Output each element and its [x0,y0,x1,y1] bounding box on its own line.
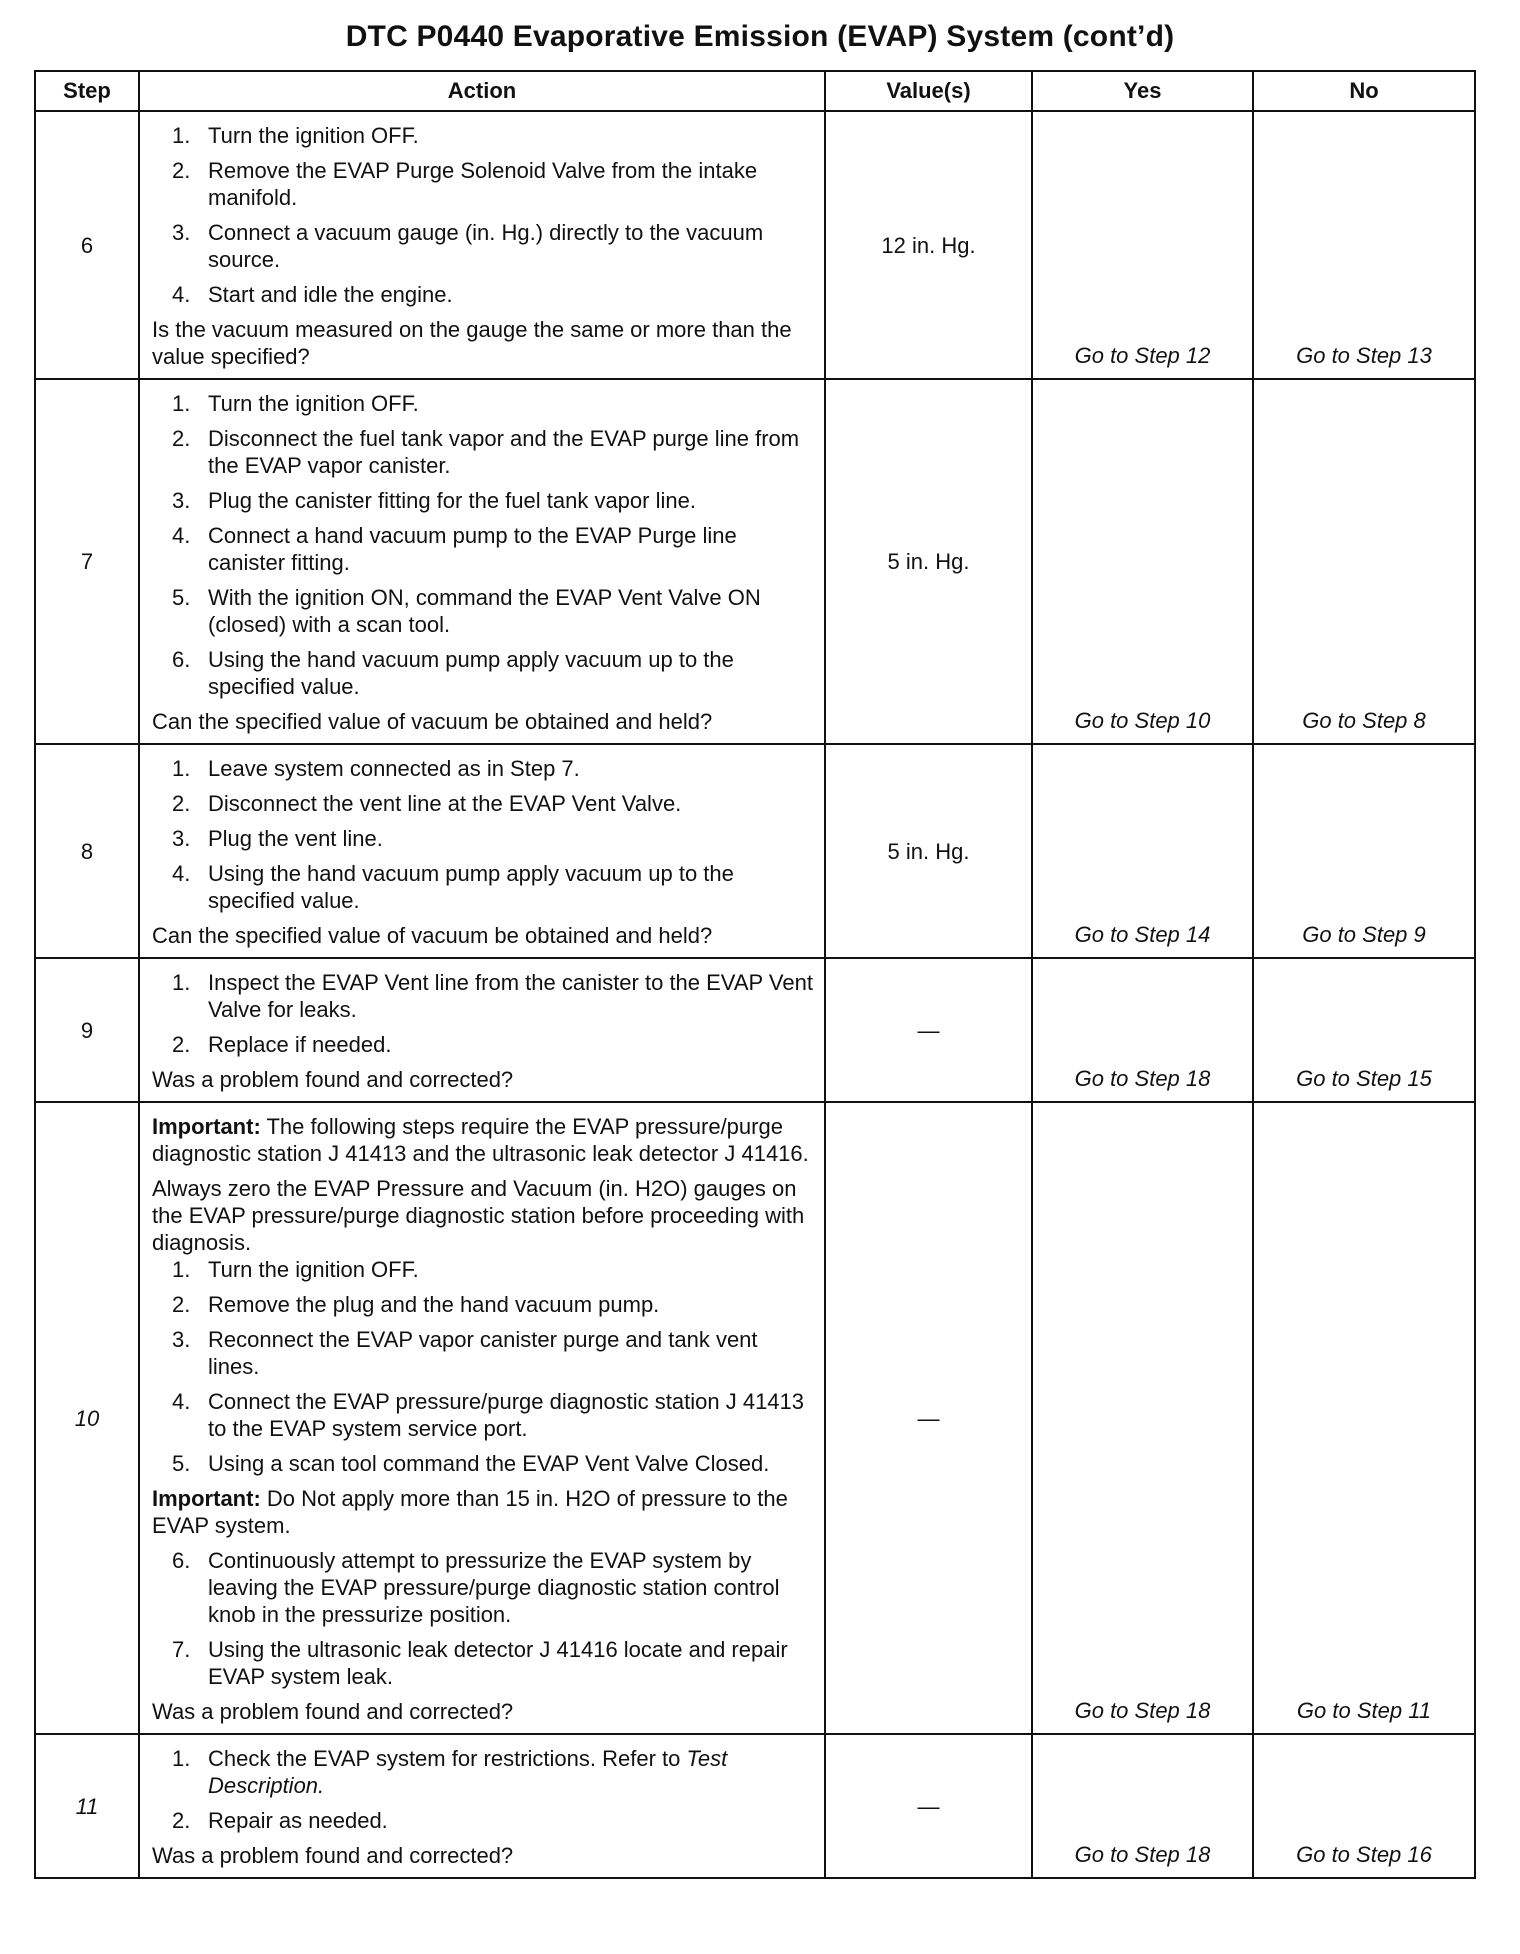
zero-gauges-note: Always zero the EVAP Pressure and Vacuum (in. H2O) gauges on the EVAP pressure/purge diagnostic station before proceeding with diagnosis. [152,1176,805,1255]
action-step [152,122,814,149]
yes-cell: Go to Step 18 [1032,958,1253,1102]
action-cell [139,379,825,744]
step-item-number: 1. [172,970,191,995]
table-row-step-8 [35,744,1475,958]
step-item-number: 5. [172,1451,191,1476]
action-step [152,584,814,638]
diagnostic-table [34,70,1476,1879]
action-step [152,522,814,576]
action-step [152,1291,814,1318]
action-question: Can the specified value of vacuum be obtained and held? [152,923,713,948]
action-cell [139,744,825,958]
step-item-text: Connect a vacuum gauge (in. Hg.) directly to the vacuum source. [208,220,764,272]
step-item-text: Turn the ignition OFF. [208,391,419,416]
header-values: Value(s) [825,71,1032,111]
table-row-step-9 [35,958,1475,1102]
action-step [152,969,814,1023]
step-item-text: Using a scan tool command the EVAP Vent Valve Closed. [208,1451,770,1476]
action-step [152,790,814,817]
step-item-text: Continuously attempt to pressurize the EVAP system by leaving the EVAP pressure/purge diagnostic station control knob in the pressurize position. [208,1548,780,1627]
action-steps [152,122,814,308]
step-item-number: 1. [172,123,191,148]
action-steps [152,969,814,1058]
step-item-text: Repair as needed. [208,1808,388,1833]
action-step [152,487,814,514]
step-item-number: 3. [172,826,191,851]
step-item-number: 5. [172,585,191,610]
step-item-number: 2. [172,1808,191,1833]
action-steps [152,1256,814,1477]
action-step [152,1547,814,1628]
step-number: 6 [35,111,139,379]
action-step [152,1031,814,1058]
step-item-text: Start and idle the engine. [208,282,453,307]
step-item-text: Using the hand vacuum pump apply vacuum up to the specified value. [208,647,734,699]
action-step [152,1326,814,1380]
no-cell: Go to Step 8 [1253,379,1475,744]
step-item-text: Using the ultrasonic leak detector J 41416 locate and repair EVAP system leak. [208,1637,788,1689]
action-cell [139,111,825,379]
action-cell [139,1102,825,1734]
step-item-number: 1. [172,1257,191,1282]
step-item-text: Plug the canister fitting for the fuel tank vapor line. [208,488,696,513]
table-row-step-6 [35,111,1475,379]
action-step [152,390,814,417]
step-item-text: Inspect the EVAP Vent line from the canister to the EVAP Vent Valve for leaks. [208,970,813,1022]
action-step [152,755,814,782]
no-cell: Go to Step 15 [1253,958,1475,1102]
step-item-text: Leave system connected as in Step 7. [208,756,580,781]
step-item-number: 2. [172,1292,191,1317]
value-cell: 12 in. Hg. [825,111,1032,379]
step-item-text: Disconnect the fuel tank vapor and the EVAP purge line from the EVAP vapor canister. [208,426,800,478]
important-label: Important: [152,1114,261,1139]
step-item-number: 6. [172,1548,191,1573]
action-question: Can the specified value of vacuum be obtained and held? [152,709,713,734]
important-note [152,1113,814,1167]
step-item-text: Replace if needed. [208,1032,392,1057]
step-item-text: Remove the EVAP Purge Solenoid Valve from the intake manifold. [208,158,758,210]
action-question: Was a problem found and corrected? [152,1843,514,1868]
action-steps [152,1547,814,1690]
action-step [152,425,814,479]
header-step: Step [35,71,139,111]
step-item-text: Using the hand vacuum pump apply vacuum up to the specified value. [208,861,734,913]
value-cell: 5 in. Hg. [825,744,1032,958]
step-item-text: Connect the EVAP pressure/purge diagnostic station J 41413 to the EVAP system service port. [208,1389,805,1441]
step-item-text: Check the EVAP system for restrictions. Refer to [208,1746,687,1771]
action-step [152,1388,814,1442]
value-cell: — [825,1102,1032,1734]
table-row-step-7 [35,379,1475,744]
value-cell: 5 in. Hg. [825,379,1032,744]
no-cell: Go to Step 13 [1253,111,1475,379]
header-row [35,71,1475,111]
action-question: Is the vacuum measured on the gauge the same or more than the value specified? [152,317,792,369]
step-item-number: 2. [172,1032,191,1057]
step-item-text: Turn the ignition OFF. [208,1257,419,1282]
table-row-step-11 [35,1734,1475,1878]
step-item-number: 3. [172,1327,191,1352]
step-item-number: 1. [172,1746,191,1771]
step-item-number: 4. [172,523,191,548]
important-label: Important: [152,1486,261,1511]
important-text: The following steps require the EVAP pressure/purge diagnostic station J 41413 and the ultrasonic leak detector J 41416. [152,1114,809,1166]
table-row-step-10 [35,1102,1475,1734]
header-no: No [1253,71,1475,111]
value-cell: — [825,1734,1032,1878]
header-action: Action [139,71,825,111]
step-item-text: Remove the plug and the hand vacuum pump. [208,1292,660,1317]
step-item-number: 2. [172,426,191,451]
step-item-number: 2. [172,158,191,183]
action-step [152,1256,814,1283]
action-step [152,1807,814,1834]
action-step [152,157,814,211]
action-steps [152,755,814,914]
action-cell [139,1734,825,1878]
step-item-number: 1. [172,756,191,781]
no-cell: Go to Step 16 [1253,1734,1475,1878]
action-step [152,860,814,914]
page-title: DTC P0440 Evaporative Emission (EVAP) System (cont’d) [345,20,1175,53]
step-item-number: 7. [172,1637,191,1662]
step-item-text: Connect a hand vacuum pump to the EVAP Purge line canister fitting. [208,523,737,575]
action-question: Was a problem found and corrected? [152,1067,514,1092]
yes-cell: Go to Step 10 [1032,379,1253,744]
step-item-number: 1. [172,391,191,416]
step-number: 9 [35,958,139,1102]
step-item-number: 4. [172,282,191,307]
value-cell: — [825,958,1032,1102]
step-item-number: 6. [172,647,191,672]
step-number: 7 [35,379,139,744]
important-text: Do Not apply more than 15 in. H2O of pressure to the EVAP system. [152,1486,788,1538]
step-item-number: 2. [172,791,191,816]
action-cell [139,958,825,1102]
yes-cell: Go to Step 14 [1032,744,1253,958]
action-step [152,281,814,308]
important-note [152,1485,814,1539]
step-item-number: 4. [172,1389,191,1414]
header-yes: Yes [1032,71,1253,111]
no-cell: Go to Step 11 [1253,1102,1475,1734]
step-item-text: With the ignition ON, command the EVAP Vent Valve ON (closed) with a scan tool. [208,585,761,637]
step-item-text: Disconnect the vent line at the EVAP Vent Valve. [208,791,682,816]
no-cell: Go to Step 9 [1253,744,1475,958]
action-steps [152,390,814,700]
test-description-reference: Test Description. [208,1746,728,1798]
action-step [152,825,814,852]
action-step [152,1636,814,1690]
action-step [152,1450,814,1477]
step-item-text: Turn the ignition OFF. [208,123,419,148]
yes-cell: Go to Step 18 [1032,1102,1253,1734]
step-item-text: Plug the vent line. [208,826,383,851]
action-steps [152,1745,814,1834]
step-number: 11 [35,1734,139,1878]
step-item-number: 3. [172,220,191,245]
step-number: 10 [35,1102,139,1734]
action-question: Was a problem found and corrected? [152,1699,514,1724]
yes-cell: Go to Step 18 [1032,1734,1253,1878]
action-step [152,1745,814,1799]
step-number: 8 [35,744,139,958]
step-item-number: 3. [172,488,191,513]
step-item-number: 4. [172,861,191,886]
action-step [152,646,814,700]
action-step [152,219,814,273]
step-item-text: Reconnect the EVAP vapor canister purge and tank vent lines. [208,1327,758,1379]
yes-cell: Go to Step 12 [1032,111,1253,379]
